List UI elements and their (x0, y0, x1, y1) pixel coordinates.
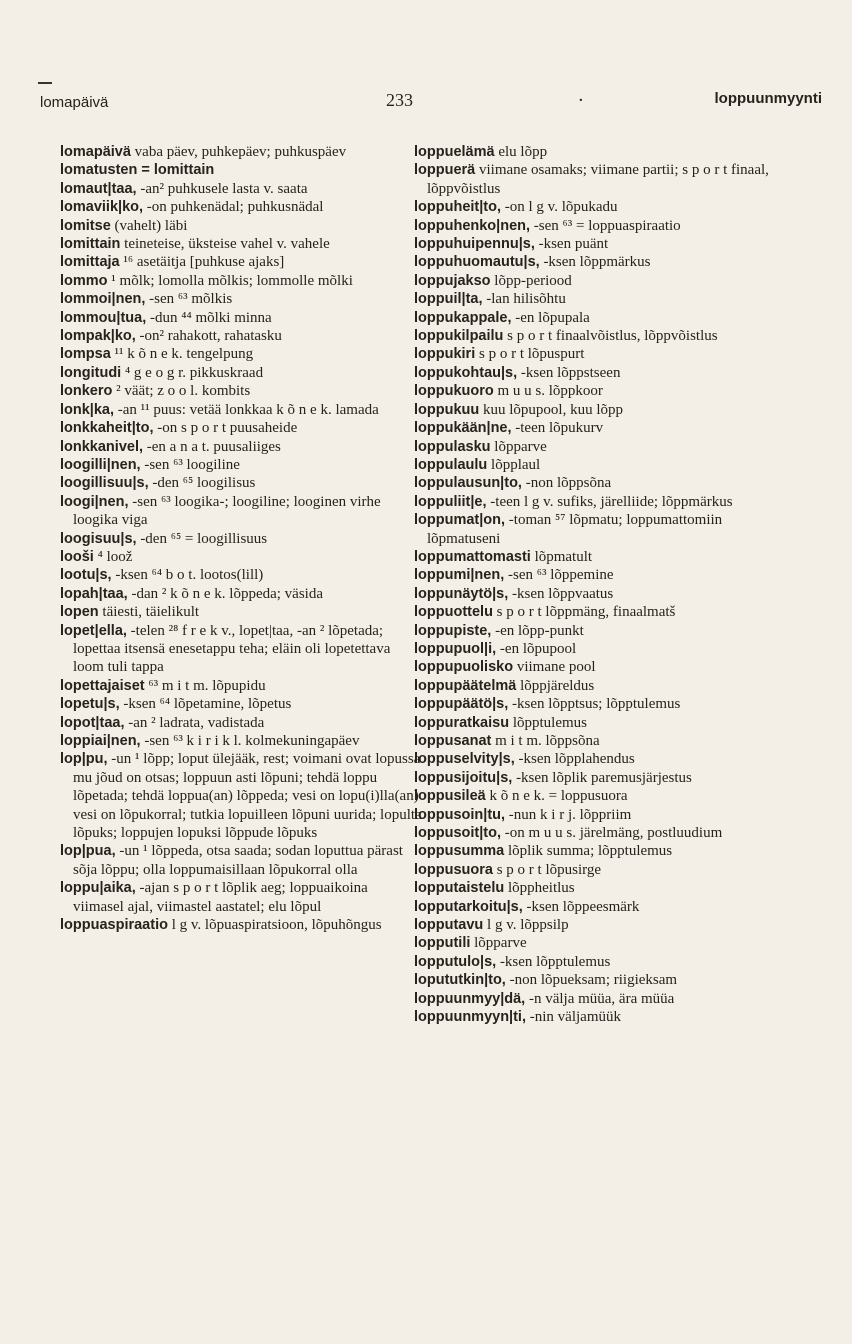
entry-definition: s p o r t finaalvõistlus, lõppvõistlus (503, 328, 718, 345)
dictionary-entry (414, 861, 790, 879)
entry-definition: teineteise, üksteise vahel v. vahele (120, 236, 330, 253)
entry-headword: loppumi|nen, (414, 567, 505, 584)
entry-definition: -on puhkenädal; puhkusnädal (143, 199, 324, 216)
entry-definition: -dun ⁴⁴ mõlki minna (146, 309, 272, 326)
entry-headword: loppukohtau|s, (414, 364, 518, 381)
dictionary-entry (60, 879, 422, 916)
entry-headword: loppuliit|e, (414, 493, 487, 510)
dictionary-entry (60, 161, 422, 179)
dictionary-entry (414, 732, 790, 750)
entry-headword: loppuottelu (414, 604, 493, 621)
entry-headword: lommou|tua, (60, 309, 147, 326)
entry-definition: -ksen lõppvaatus (508, 585, 614, 602)
entry-definition: k õ n e k. = loppusuora (485, 788, 628, 805)
entry-definition: -non lõppsõna (521, 475, 612, 492)
dictionary-entry (60, 401, 422, 419)
entry-definition: -en a n a t. puusaliiges (143, 438, 281, 455)
entry-definition: -ksen lõppeesmärk (522, 898, 640, 915)
entry-definition: ¹ mõlk; lomolla mõlkis; lommolle mõlki (107, 272, 353, 289)
dictionary-entry (60, 198, 422, 216)
dictionary-entry (414, 640, 790, 658)
entry-definition: -ksen ⁶⁴ lõpetamine, lõpetus (119, 696, 292, 713)
dictionary-entry (60, 842, 422, 879)
entry-definition: -un ¹ lõpp; loput ülejääk, rest; voimani ovat lopussa mu jõud on otsas; loppuun asti lõpuni; tehdä loppu lõpetada; tehdä loppua(an) lõppeda; vesi on lopu(i)lla(an) vesi on lõpukorral; tutkia lopuilleen lõpuni uurida; lopulta lõpuks; loppujen lopuksi lõppude lõpuks (73, 751, 422, 842)
entry-headword: loogilli|nen, (60, 456, 141, 473)
entry-definition: lõpmatult (530, 548, 593, 565)
header-right-guideword: loppuunmyynti (714, 90, 822, 107)
header-left-guideword: lomapäivä (40, 94, 109, 111)
entry-headword: loppusanat (414, 733, 492, 749)
dictionary-entry (60, 585, 422, 603)
entry-definition: -nin väljamüük (526, 1009, 621, 1026)
entry-headword: loppupiste, (414, 622, 492, 639)
dictionary-entry (60, 309, 422, 327)
entry-headword: loppuerä (414, 162, 476, 179)
entry-definition: ⁴ g e o g r. pikkuskraad (121, 364, 264, 381)
dictionary-entry (414, 419, 790, 437)
entry-definition: lõppjäreldus (516, 677, 595, 694)
dictionary-entry (414, 143, 790, 161)
entry-definition: -teen l g v. sufiks, järelliide; lõppmärkus (486, 493, 733, 510)
entry-headword: lopputavu (414, 917, 484, 934)
entry-definition: -an² puhkusele lasta v. saata (136, 180, 308, 197)
dictionary-entry (414, 824, 790, 842)
header-rule (38, 82, 52, 84)
dictionary-entry (60, 382, 422, 400)
entry-definition: (vahelt) läbi (110, 217, 188, 234)
entry-headword: loppumattomasti (414, 548, 531, 565)
entry-definition: -on s p o r t puusaheide (153, 420, 298, 437)
entry-definition: s p o r t lõppmäng, finaalmatš (492, 604, 676, 621)
entry-headword: loppukiri (414, 346, 476, 363)
entry-headword: loppupäätelmä (414, 677, 517, 694)
entry-definition: -ksen lõpplahendus (514, 751, 635, 768)
dictionary-entry (414, 272, 790, 290)
entry-definition: elu lõpp (494, 144, 548, 160)
page-number: 233 (386, 90, 413, 110)
dictionary-entry (60, 253, 422, 271)
entry-headword: loppusuora (414, 861, 493, 878)
dictionary-entry (60, 419, 422, 437)
dictionary-entry (414, 1008, 790, 1026)
entry-definition: -ksen puänt (534, 236, 609, 253)
entry-headword: looši (60, 548, 94, 565)
dictionary-entry (60, 916, 422, 934)
entry-definition: -sen ⁶³ k i r i k l. kolmekuningapäev (140, 733, 360, 749)
entry-headword: loppunäytö|s, (414, 585, 509, 602)
entry-definition: -on m u u s. järelmäng, postluudium (501, 825, 723, 842)
entry-headword: lomittaja (60, 254, 120, 271)
entry-definition: -on² rahakott, rahatasku (135, 328, 282, 345)
dictionary-entry (60, 677, 422, 695)
entry-headword: loppukilpailu (414, 328, 504, 345)
dictionary-entry (60, 180, 422, 198)
entry-headword: lonkero (60, 383, 113, 400)
entry-definition: -sen ⁶³ mõlkis (145, 291, 233, 308)
entry-headword: lootu|s, (60, 567, 112, 584)
entry-definition: l g v. lõppsilp (483, 917, 569, 934)
entry-headword: lomaut|taa, (60, 180, 137, 197)
entry-definition: ² väät; z o o l. kombits (112, 383, 251, 400)
dictionary-entry (60, 456, 422, 474)
entry-headword: loppumat|on, (414, 512, 506, 529)
entry-definition: viimane pool (513, 659, 596, 676)
dictionary-entry (60, 272, 422, 290)
dictionary-entry (414, 217, 790, 235)
entry-headword: loogi|nen, (60, 493, 129, 510)
entry-headword: lomaviik|ko, (60, 199, 144, 216)
entry-definition: -nun k i r j. lõppriim (505, 806, 632, 823)
entry-definition: -ajan s p o r t lõplik aeg; loppuaikoina viimasel ajal, viimastel aastatel; elu lõpul (73, 880, 368, 915)
dictionary-entry (60, 438, 422, 456)
entry-definition: ⁶³ m i t m. lõpupidu (144, 677, 266, 694)
dictionary-entry (60, 143, 422, 161)
dictionary-entry (414, 401, 790, 419)
entry-headword: longitudi (60, 364, 122, 381)
dictionary-entry (60, 217, 422, 235)
entry-definition: -den ⁶⁵ loogilisus (148, 475, 256, 492)
entry-headword: lopettajaiset (60, 677, 145, 694)
entry-headword: loppupuol|i, (414, 640, 497, 657)
entry-definition: lõpptulemus (509, 714, 587, 731)
entry-headword: lopen (60, 604, 99, 621)
dictionary-entry (414, 622, 790, 640)
dictionary-entry (414, 585, 790, 603)
dictionary-entry (60, 345, 422, 363)
entry-headword: loppuunmyyn|ti, (414, 1009, 526, 1026)
entry-headword: lomapäivä (60, 144, 131, 160)
entry-definition: lõpp-periood (490, 272, 572, 289)
dictionary-entry (414, 677, 790, 695)
dictionary-entry (414, 474, 790, 492)
entry-definition: -on l g v. lõpukadu (501, 199, 618, 216)
entry-headword: lopet|ella, (60, 622, 127, 639)
entry-headword: loppupäätö|s, (414, 696, 509, 713)
dictionary-entry (414, 511, 790, 548)
entry-headword: loppuelämä (414, 144, 495, 160)
entry-headword: lopah|taa, (60, 585, 128, 602)
entry-headword: loppukappale, (414, 309, 512, 326)
entry-headword: lomittain (60, 236, 121, 253)
entry-headword: loppuhuomautu|s, (414, 254, 540, 271)
entry-definition: ¹¹ k õ n e k. tengelpung (110, 346, 254, 363)
entry-headword: loppuhuipennu|s, (414, 236, 535, 253)
entry-definition: -en lõpupala (511, 309, 590, 326)
dictionary-entry (414, 934, 790, 952)
dictionary-entry (60, 235, 422, 253)
dictionary-entry (60, 750, 422, 842)
dictionary-entry (414, 309, 790, 327)
entry-definition: ⁴ loož (93, 548, 133, 565)
entry-headword: loppukään|ne, (414, 420, 512, 437)
entry-headword: lomatusten = lomittain (60, 162, 215, 179)
entry-definition: lõpparve (490, 438, 547, 455)
page-header (38, 86, 820, 114)
entry-definition: -sen ⁶³ = loppuaspiraatio (530, 217, 681, 234)
entry-headword: loppusijoitu|s, (414, 769, 513, 786)
entry-definition: ¹⁶ asetäitja [puhkuse ajaks] (119, 254, 285, 271)
dictionary-entry (60, 548, 422, 566)
entry-headword: lopetu|s, (60, 696, 120, 713)
entry-definition: s p o r t lõpuspurt (475, 346, 585, 363)
dictionary-entry (60, 327, 422, 345)
entry-headword: lopputaistelu (414, 880, 505, 897)
dictionary-entry (60, 364, 422, 382)
entry-headword: lopot|taa, (60, 714, 125, 731)
dictionary-entry (414, 750, 790, 768)
dictionary-entry (414, 235, 790, 253)
entry-definition: -ksen lõplik paremusjärjestus (512, 769, 692, 786)
entry-headword: loppuheit|to, (414, 199, 502, 216)
dictionary-entry (414, 842, 790, 860)
entry-definition: -toman ⁵⁷ lõpmatu; loppumattomiin lõpmatuseni (427, 512, 723, 547)
right-column (414, 143, 790, 1027)
dictionary-entry (414, 493, 790, 511)
entry-definition: -sen ⁶³ loogiline (140, 456, 240, 473)
entry-headword: loppusoin|tu, (414, 806, 506, 823)
entry-definition: -sen ⁶³ loogika-; loogiline; looginen virhe loogika viga (73, 493, 381, 529)
entry-definition: -n välja müüa, ära müüa (525, 990, 675, 1007)
entry-headword: loppuratkaisu (414, 714, 510, 731)
entry-definition: -ksen lõpptsus; lõpptulemus (508, 696, 681, 713)
entry-definition: -non lõpueksam; riigieksam (505, 972, 678, 989)
dictionary-entry (414, 566, 790, 584)
dictionary-entry (414, 695, 790, 713)
entry-definition: s p o r t lõpusirge (492, 861, 602, 878)
dictionary-entry (414, 787, 790, 805)
dictionary-entry (414, 161, 790, 198)
dictionary-entry (414, 345, 790, 363)
dictionary-entry (414, 769, 790, 787)
entry-headword: lompsa (60, 346, 111, 363)
entry-headword: loppuaspiraatio (60, 917, 168, 934)
entry-definition: lõpparve (470, 935, 527, 952)
entry-headword: loppuselvity|s, (414, 751, 515, 768)
entry-headword: lonkkaheit|to, (60, 420, 154, 437)
entry-definition: lõplik summa; lõpptulemus (504, 843, 673, 860)
entry-headword: lopututkin|to, (414, 972, 506, 989)
left-column (60, 143, 422, 934)
entry-headword: lopputili (414, 935, 471, 952)
dictionary-entry (60, 714, 422, 732)
entry-definition: -an ¹¹ puus: vetää lonkkaa k õ n e k. lamada (114, 401, 379, 418)
entry-headword: loppusileä (414, 788, 486, 805)
entry-headword: loppuunmyy|dä, (414, 990, 526, 1007)
entry-definition: -un ¹ lõppeda, otsa saada; sodan loputtua pärast sõja lõppu; olla loppumaisillaan lõpukorral olla (73, 843, 403, 878)
entry-headword: lonk|ka, (60, 401, 115, 418)
dictionary-entry (414, 253, 790, 271)
entry-definition: -ksen ⁶⁴ b o t. lootos(lill) (111, 567, 264, 584)
entry-definition: -ksen lõpptulemus (496, 953, 611, 970)
dictionary-entry (414, 364, 790, 382)
entry-headword: loogisuu|s, (60, 530, 137, 547)
dictionary-entry (60, 290, 422, 308)
dictionary-entry (414, 198, 790, 216)
entry-headword: lommoi|nen, (60, 291, 146, 308)
entry-definition: lõppheitlus (504, 880, 575, 897)
dictionary-entry (60, 695, 422, 713)
dictionary-entry (60, 493, 422, 530)
entry-definition: l g v. lõpuaspiratsioon, lõpuhõngus (167, 917, 382, 934)
entry-headword: lopputulo|s, (414, 953, 497, 970)
dictionary-entry (414, 990, 790, 1008)
entry-definition: -sen ⁶³ lõppemine (504, 567, 614, 584)
dictionary-entry (414, 382, 790, 400)
entry-headword: loogillisuu|s, (60, 475, 149, 492)
entry-headword: loppusumma (414, 843, 505, 860)
entry-definition: m i t m. lõppsõna (491, 733, 600, 749)
dictionary-entry (414, 714, 790, 732)
dictionary-entry (414, 806, 790, 824)
entry-definition: lõpplaul (487, 456, 541, 473)
dictionary-entry (60, 566, 422, 584)
dictionary-entry (414, 548, 790, 566)
entry-headword: loppiai|nen, (60, 733, 141, 749)
entry-headword: loppulasku (414, 438, 491, 455)
entry-headword: loppuil|ta, (414, 291, 483, 308)
dictionary-entry (414, 658, 790, 676)
entry-definition: -ksen lõppmärkus (539, 254, 651, 271)
entry-headword: lompak|ko, (60, 328, 136, 345)
entry-definition: -telen ²⁸ f r e k v., lopet|taa, -an ² lõpetada; lopettaa itsensä enesetappu teha; eläin oli lopetettava loom tuli tappa (73, 622, 391, 676)
entry-headword: loppukuoro (414, 383, 494, 400)
entry-definition: -an ² ladrata, vadistada (124, 714, 265, 731)
header-dot: · (578, 90, 584, 111)
entry-headword: loppusoit|to, (414, 825, 502, 842)
dictionary-entry (414, 898, 790, 916)
entry-definition: täiesti, täielikult (98, 604, 200, 621)
entry-headword: loppuhenko|nen, (414, 217, 531, 234)
dictionary-entry (414, 953, 790, 971)
entry-definition: m u u s. lõppkoor (493, 383, 603, 400)
entry-headword: loppukuu (414, 401, 480, 418)
entry-headword: lommo (60, 272, 108, 289)
entry-headword: loppulaulu (414, 456, 488, 473)
entry-headword: loppu|aika, (60, 880, 136, 897)
entry-headword: lopputarkoitu|s, (414, 898, 523, 915)
dictionary-entry (414, 916, 790, 934)
dictionary-entry (60, 530, 422, 548)
entry-definition: viimane osamaks; viimane partii; s p o r t finaal, lõppvõistlus (427, 162, 769, 197)
entry-definition: -dan ² k õ n e k. lõppeda; väsida (127, 585, 323, 602)
entry-headword: loppulausun|to, (414, 475, 522, 492)
dictionary-entry (414, 438, 790, 456)
dictionary-entry (60, 603, 422, 621)
entry-definition: -en lõpp-punkt (491, 622, 584, 639)
entry-definition: -en lõpupool (496, 640, 577, 657)
dictionary-entry (414, 456, 790, 474)
entry-definition: -ksen lõppstseen (517, 364, 621, 381)
entry-definition: vaba päev, puhkepäev; puhkuspäev (130, 144, 347, 160)
dictionary-entry (414, 290, 790, 308)
dictionary-entry (414, 603, 790, 621)
entry-headword: lonkkanivel, (60, 438, 144, 455)
dictionary-entry (414, 971, 790, 989)
entry-definition: -den ⁶⁵ = loogillisuus (136, 530, 268, 547)
dictionary-entry (60, 622, 422, 677)
entry-headword: lop|pua, (60, 843, 116, 860)
dictionary-entry (60, 474, 422, 492)
entry-definition: -lan hilisõhtu (482, 291, 566, 308)
entry-headword: lop|pu, (60, 751, 108, 768)
entry-definition: kuu lõpupool, kuu lõpp (479, 401, 624, 418)
dictionary-entry (414, 879, 790, 897)
entry-headword: loppupuolisko (414, 659, 514, 676)
entry-headword: loppujakso (414, 272, 491, 289)
dictionary-entry (60, 732, 422, 750)
entry-definition: -teen lõpukurv (511, 420, 604, 437)
entry-headword: lomitse (60, 217, 111, 234)
dictionary-entry (414, 327, 790, 345)
